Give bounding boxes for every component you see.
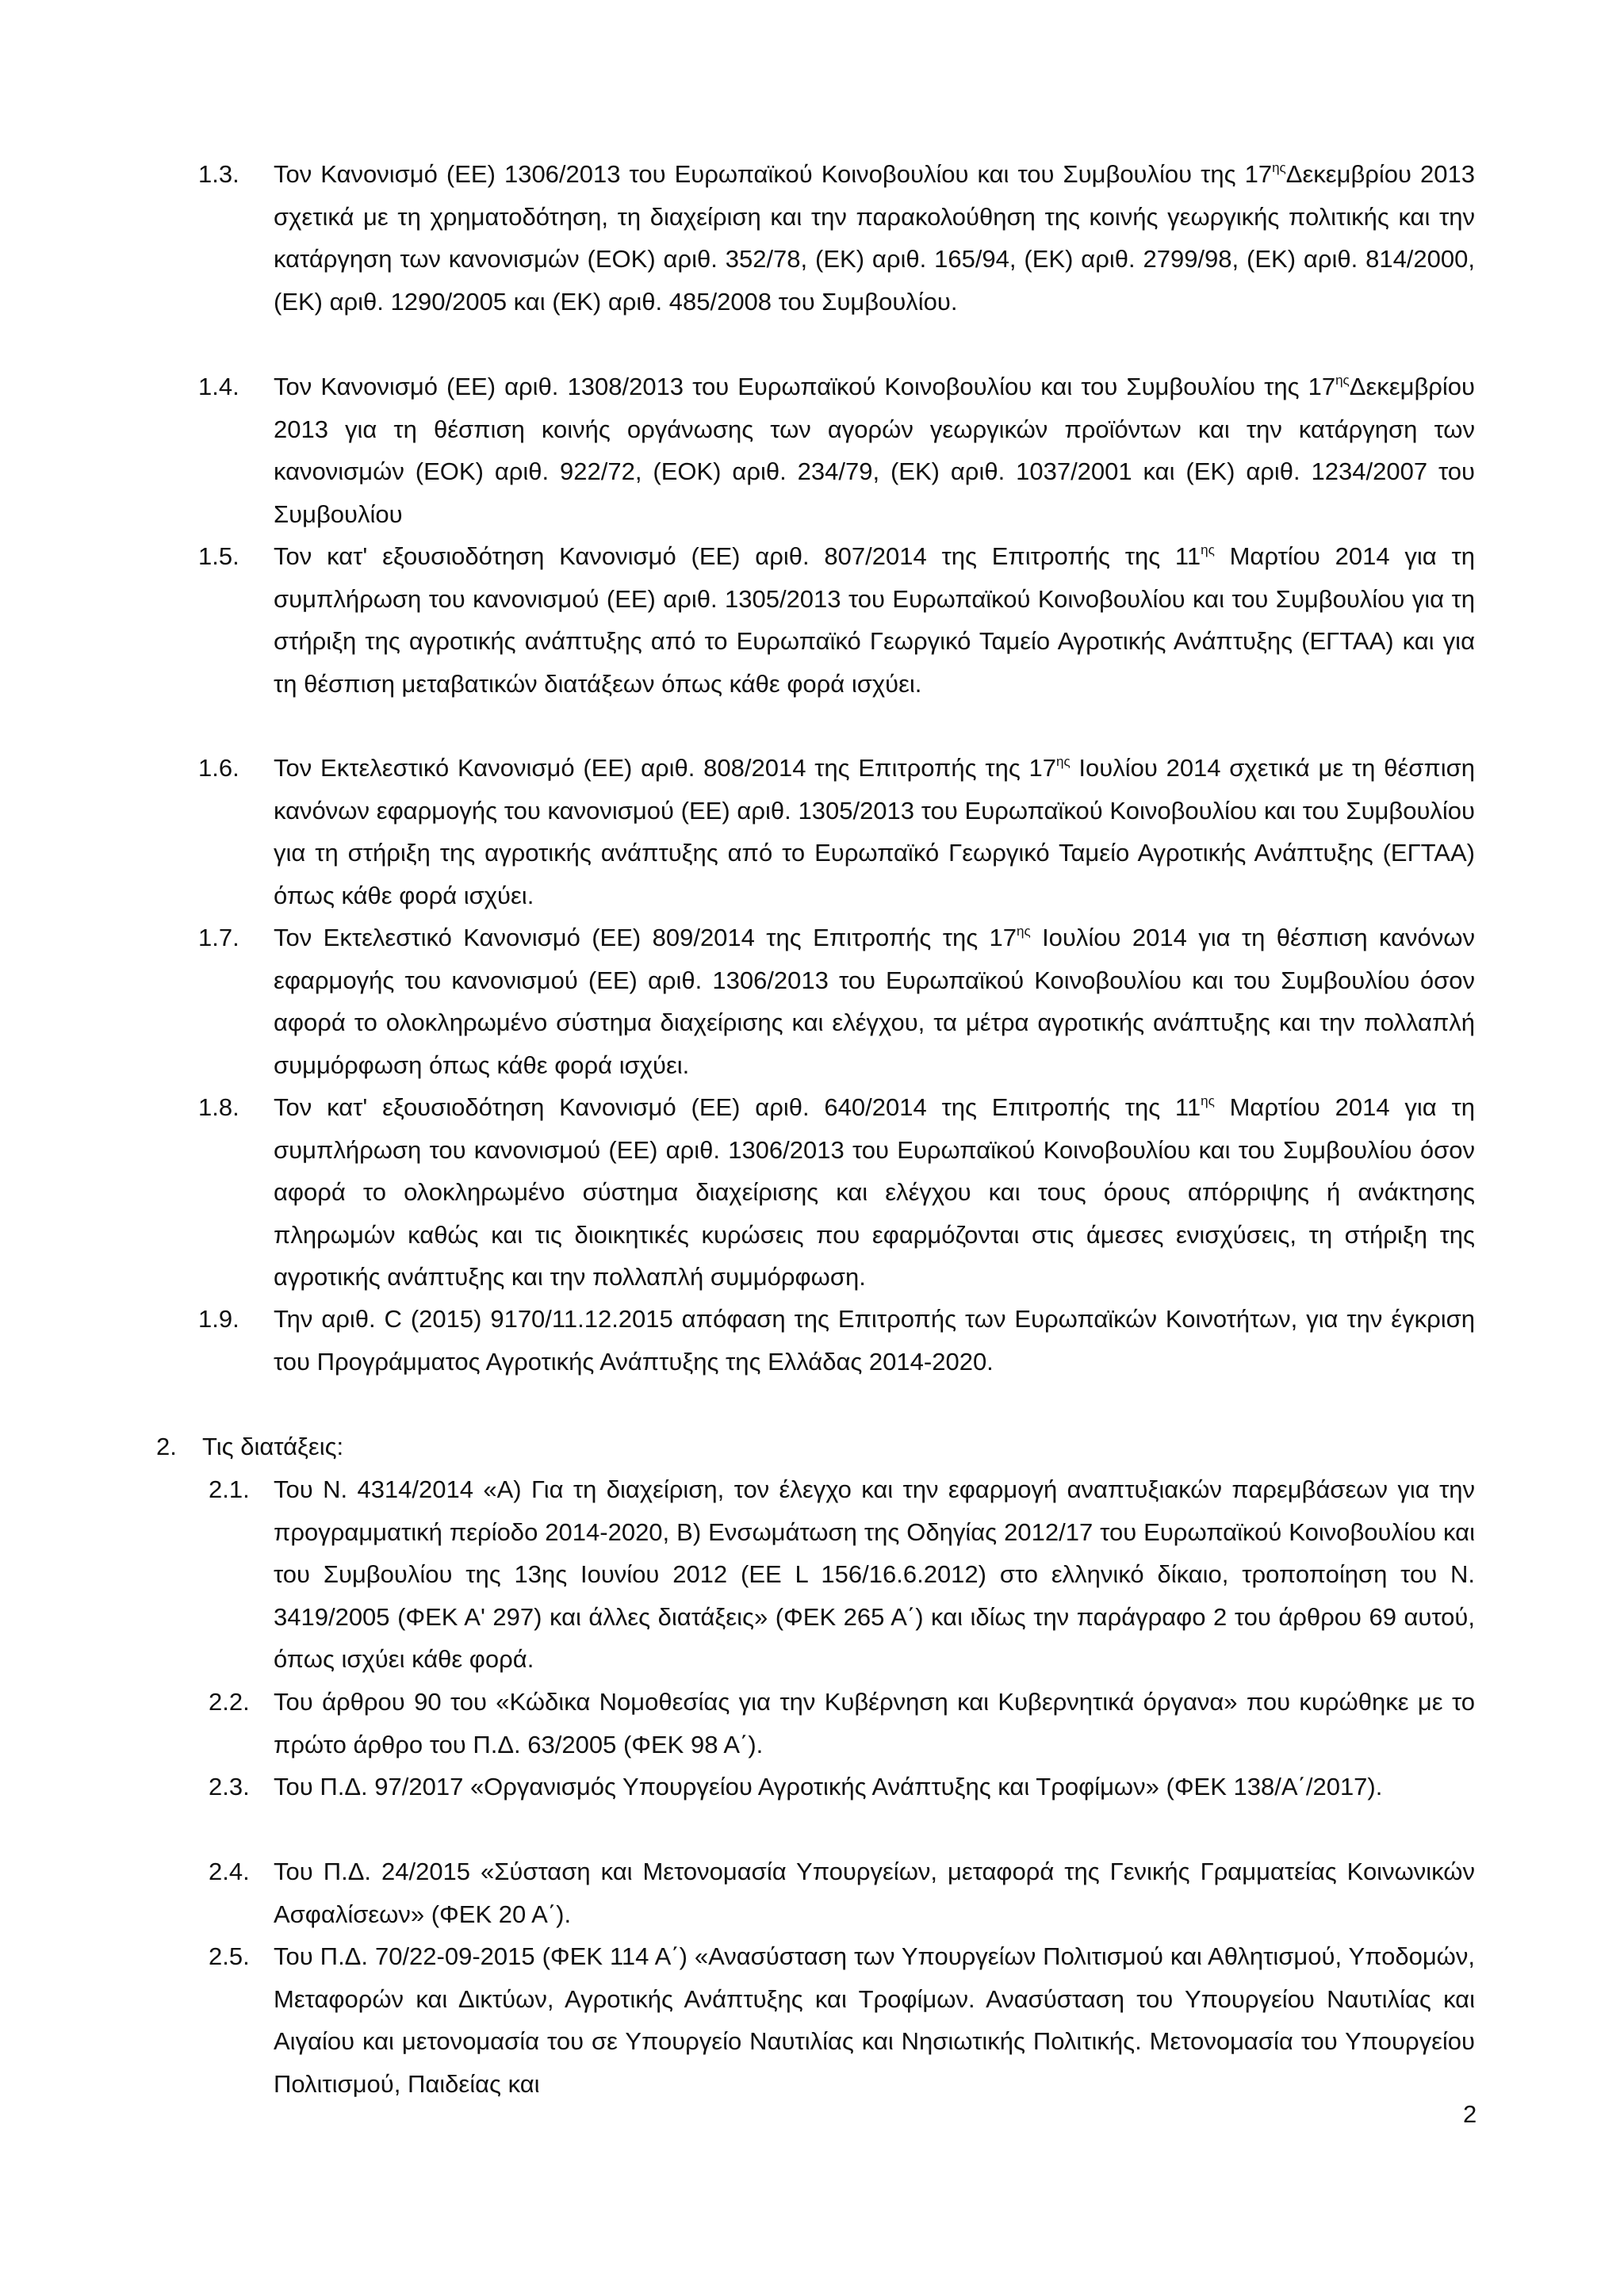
item-text: Του άρθρου 90 του «Κώδικα Νομοθεσίας για την Κυβέρνηση και Κυβερνητικά όργανα» που κυρώθηκε με το πρώτο άρθρο του Π.Δ. 63/2005 (ΦΕΚ 98 Α΄).	[274, 1688, 1475, 1758]
item-text: Τον Κανονισμό (ΕΕ) 1306/2013 του Ευρωπαϊκού Κοινοβουλίου και του Συμβουλίου της $17^{\eta\varsigma}\Delta\varepsilon\kappa\varepsilon\mu\beta\rho ίo\upsilon$ 2013 σχετικά με τη χρηματοδότηση, τη διαχείριση και την παρακολούθηση της κοινής γεωργικής πολιτικής και την κατάργηση των κανονισμών (ΕΟΚ) αριθ. 352/78, (ΕΚ) αριθ. 165/94, (ΕΚ) αριθ. 2799/98, (ΕΚ) αριθ. 814/2000, (ΕΚ) αριθ. 1290/2005 και (ΕΚ) αριθ. 485/2008 του Συμβουλίου.	[274, 160, 1475, 316]
item-text: Του Π.Δ. 24/2015 «Σύσταση και Μετονομασία Υπουργείων, μεταφορά της Γενικής Γραμματείας Κοινωνικών Ασφαλίσεων» (ΦΕΚ 20 Α΄).	[274, 1858, 1475, 1928]
item-text: Του Π.Δ. 97/2017 «Οργανισμός Υπουργείου Αγροτικής Ανάπτυξης και Τροφίμων» (ΦΕΚ 138/Α΄/2017).	[274, 1773, 1383, 1800]
item-number: 2.2.	[209, 1688, 250, 1716]
item-number: 1.7.	[198, 924, 239, 951]
item-text: Τον κατ' εξουσιοδότηση Κανονισμό (ΕΕ) αριθ. 807/2014 της Επιτροπής της $11^{\eta\varsigma}$ Μαρτίου 2014 για τη συμπλήρωση του κανονισμού (ΕΕ) αριθ. 1305/2013 του Ευρωπαϊκού Κοινοβουλίου και του Συμβουλίου για τη στήριξη της αγροτικής ανάπτυξης από το Ευρωπαϊκό Γεωργικό Ταμείο Αγροτικής Ανάπτυξης (ΕΓΤΑΑ) και για τη θέσπιση μεταβατικών διατάξεων όπως κάθε φορά ισχύει.	[274, 542, 1475, 698]
section-number: 2.	[156, 1433, 177, 1460]
item-number: 1.6.	[198, 754, 239, 782]
item-number: 1.3.	[198, 160, 239, 188]
item-text: Τον Εκτελεστικό Κανονισμό (ΕΕ) 809/2014 της Επιτροπής της $17^{\eta\varsigma}$ Ιουλίου 2014 για τη θέσπιση κανόνων εφαρμογής του κανονισμού (ΕΕ) αριθ. 1306/2013 του Ευρωπαϊκού Κοινοβουλίου και του Συμβουλίου όσον αφορά το ολοκληρωμένο σύστημα διαχείρισης και ελέγχου, τα μέτρα αγροτικής ανάπτυξης και την πολλαπλή συμμόρφωση όπως κάθε φορά ισχύει.	[274, 924, 1475, 1079]
item-number: 2.5.	[209, 1942, 250, 1970]
item-number: 1.5.	[198, 542, 239, 570]
item-number: 1.9.	[198, 1305, 239, 1333]
item-text: Του Π.Δ. 70/22-09-2015 (ΦΕΚ 114 Α΄) «Ανασύσταση των Υπουργείων Πολιτισμού και Αθλητισμού, Υποδομών, Μεταφορών και Δικτύων, Αγροτικής Ανάπτυξης και Τροφίμων. Ανασύσταση του Υπουργείου Ναυτιλίας και Αιγαίου και μετονομασία του σε Υπουργείο Ναυτιλίας και Νησιωτικής Πολιτικής. Μετονομασία του Υπουργείου Πολιτισμού, Παιδείας και	[274, 1942, 1475, 2098]
item-text: Τον Εκτελεστικό Κανονισμό (ΕΕ) αριθ. 808/2014 της Επιτροπής της $17^{\eta\varsigma}$ Ιουλίου 2014 σχετικά με τη θέσπιση κανόνων εφαρμογής του κανονισμού (ΕΕ) αριθ. 1305/2013 του Ευρωπαϊκού Κοινοβουλίου και του Συμβουλίου για τη στήριξη της αγροτικής ανάπτυξης από το Ευρωπαϊκό Γεωργικό Ταμείο Αγροτικής Ανάπτυξης (ΕΓΤΑΑ) όπως κάθε φορά ισχύει.	[274, 754, 1475, 909]
item-number: 2.3.	[209, 1773, 250, 1800]
item-number: 2.1.	[209, 1475, 250, 1503]
item-number: 1.4.	[198, 373, 239, 400]
item-text: Του Ν. 4314/2014 «Α) Για τη διαχείριση, τον έλεγχο και την εφαρμογή αναπτυξιακών παρεμβάσεων για την προγραμματική περίοδο 2014-2020, Β) Ενσωμάτωση της Οδηγίας 2012/17 του Ευρωπαϊκού Κοινοβουλίου και του Συμβουλίου της 13ης Ιουνίου 2012 (ΕΕ L 156/16.6.2012) στο ελληνικό δίκαιο, τροποποίηση του Ν. 3419/2005 (ΦΕΚ Α' 297) και άλλες διατάξεις» (ΦΕΚ 265 Α΄) και ιδίως την παράγραφο 2 του άρθρου 69 αυτού, όπως ισχύει κάθε φορά.	[274, 1475, 1475, 1673]
item-number: 1.8.	[198, 1093, 239, 1121]
item-text: Την αριθ. C (2015) 9170/11.12.2015 απόφαση της Επιτροπής των Ευρωπαϊκών Κοινοτήτων, για την έγκριση του Προγράμματος Αγροτικής Ανάπτυξης της Ελλάδας 2014-2020.	[274, 1305, 1475, 1376]
item-number: 2.4.	[209, 1858, 250, 1885]
page-number: 2	[1463, 2100, 1477, 2128]
item-text: Τον κατ' εξουσιοδότηση Κανονισμό (ΕΕ) αριθ. 640/2014 της Επιτροπής της $11^{\eta\varsigma}$ Μαρτίου 2014 για τη συμπλήρωση του κανονισμού (ΕΕ) αριθ. 1306/2013 του Ευρωπαϊκού Κοινοβουλίου και του Συμβουλίου όσον αφορά το ολοκληρωμένο σύστημα διαχείρισης και ελέγχου και τους όρους απόρριψης ή ανάκτησης πληρωμών καθώς και τις διοικητικές κυρώσεις που εφαρμόζονται στις άμεσες ενισχύσεις, τη στήριξη της αγροτικής ανάπτυξης και την πολλαπλή συμμόρφωση.	[274, 1093, 1475, 1291]
section-title: Τις διατάξεις:	[202, 1433, 344, 1460]
item-text: Τον Κανονισμό (ΕΕ) αριθ. 1308/2013 του Ευρωπαϊκού Κοινοβουλίου και του Συμβουλίου της $17^{\eta\varsigma}\Delta\varepsilon\kappa\varepsilon\mu\beta\rho ίo\upsilon$ 2013 για τη θέσπιση κοινής οργάνωσης των αγορών γεωργικών προϊόντων και την κατάργηση των κανονισμών (ΕΟΚ) αριθ. 922/72, (ΕΟΚ) αριθ. 234/79, (ΕΚ) αριθ. 1037/2001 και (ΕΚ) αριθ. 1234/2007 του Συμβουλίου	[274, 373, 1475, 528]
